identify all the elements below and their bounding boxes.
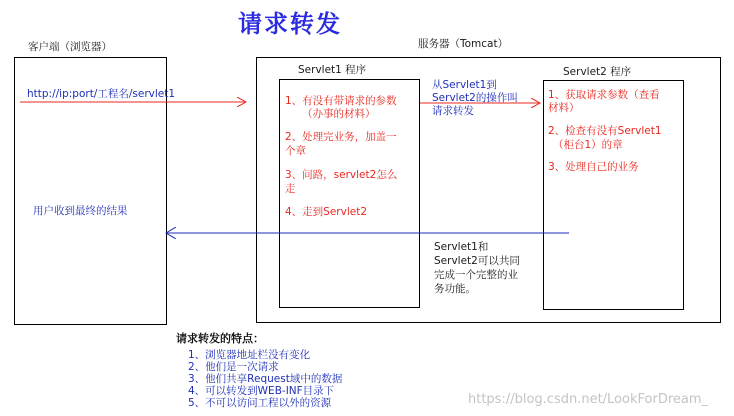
watermark: https://blog.csdn.net/LookForDream_ (468, 392, 709, 407)
feature-item: 4、可以转发到WEB-INF目录下 (188, 385, 335, 397)
feature-item: 1、浏览器地址栏没有变化 (188, 349, 311, 361)
servlet2-step: （柜台1）的章 (553, 139, 623, 151)
feature-item: 3、他们共享Request域中的数据 (188, 373, 343, 385)
forward-label-line: Servlet2的操作叫 (432, 92, 518, 104)
servlet1-step: 个章 (285, 145, 306, 157)
servlet1-step: 2、处理完业务，加盖一 (285, 131, 397, 143)
servlet1-step: （办事的材料） (302, 108, 376, 120)
servlet1-step: 3、问路，servlet2怎么 (285, 169, 398, 181)
features-heading: 请求转发的特点： (176, 332, 264, 345)
page-title: 请求转发 (238, 10, 342, 38)
client-header: 客户端（浏览器） (28, 41, 112, 53)
servlet1-step: 4、走到Servlet2 (285, 206, 368, 218)
servlet2-step: 1、获取请求参数（查看 (548, 89, 660, 101)
forward-label-line: 请求转发 (432, 105, 474, 117)
servlet1-step: 走 (285, 183, 296, 195)
servlet2-step: 2、检查有没有Servlet1 (548, 125, 662, 137)
note-line: 完成一个完整的业 (434, 269, 518, 281)
server-header: 服务器（Tomcat） (418, 38, 509, 50)
servlet2-step: 材料） (548, 102, 580, 114)
servlet2-step: 3、处理自己的业务 (548, 161, 639, 173)
servlet1-title: Servlet1 程序 (298, 64, 367, 76)
note-line: 务功能。 (434, 283, 476, 295)
client-url: http://ip:port/工程名/servlet1 (27, 88, 176, 100)
note-line: Servlet2可以共同 (434, 255, 520, 267)
servlet2-title: Servlet2 程序 (563, 66, 632, 78)
note-line: Servlet1和 (434, 241, 489, 253)
client-result: 用户收到最终的结果 (33, 205, 128, 217)
forward-label-line: 从Servlet1到 (432, 79, 497, 91)
feature-item: 2、他们是一次请求 (188, 361, 279, 373)
feature-item: 5、不可以访问工程以外的资源 (188, 397, 332, 409)
servlet1-step: 1、有没有带请求的参数 (285, 95, 397, 107)
